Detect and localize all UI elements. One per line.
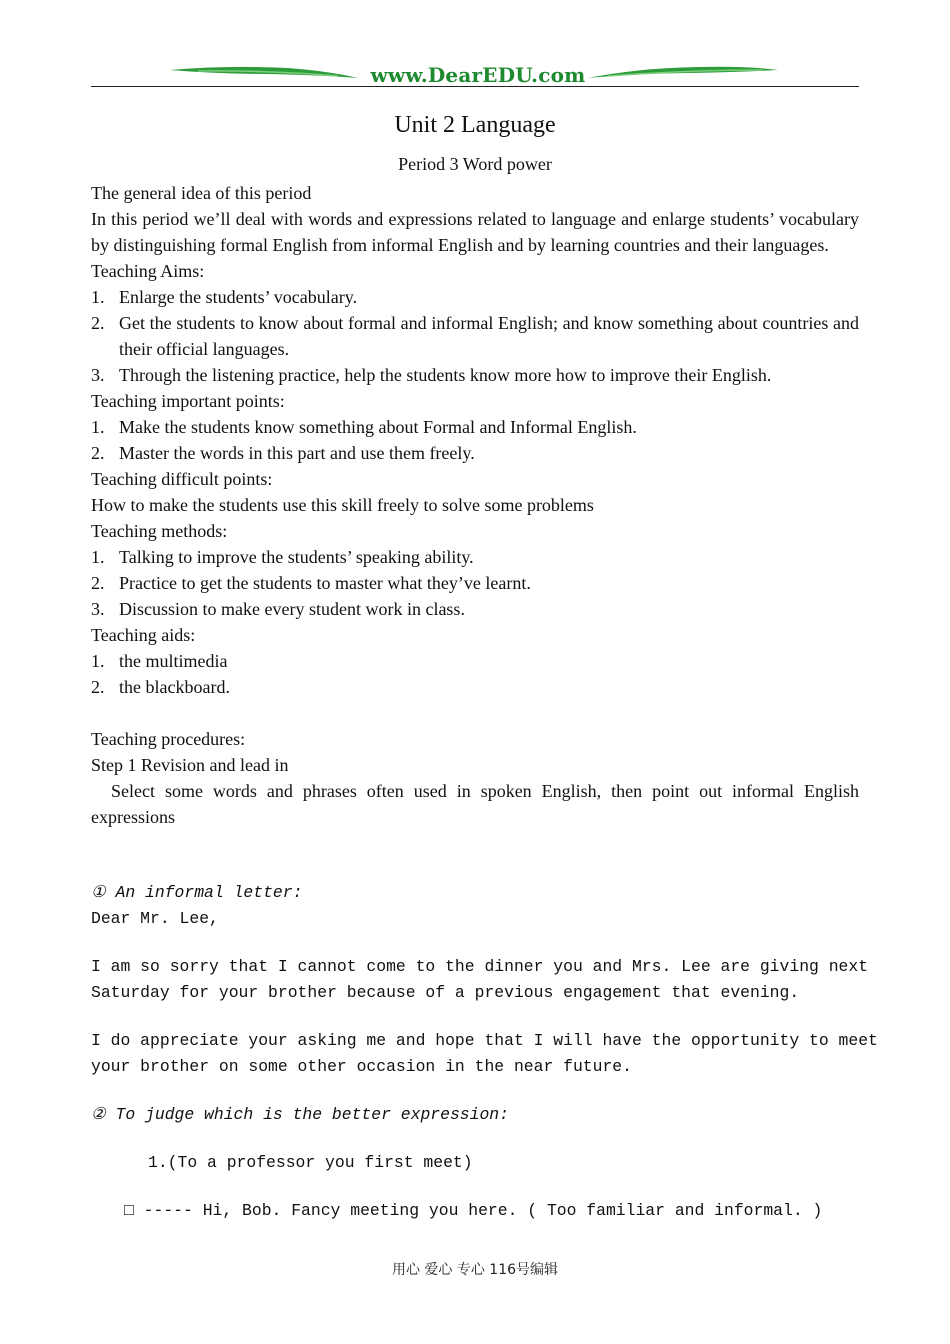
aims-heading: Teaching Aims: (91, 261, 205, 281)
judge-heading: ② To judge which is the better expression: (91, 1105, 509, 1124)
list-item (91, 544, 859, 570)
list-item (91, 284, 859, 310)
list-text: Practice to get the students to master what they’ve learnt. (119, 573, 531, 593)
letter-paragraph-line: I do appreciate your asking me and hope that I will have the opportunity to meet (91, 1031, 878, 1050)
list-number: 2. (91, 443, 105, 463)
list-number: 3. (91, 365, 105, 385)
page-title: Unit 2 Language (394, 112, 556, 138)
list-item (91, 648, 859, 674)
list-item (91, 596, 859, 622)
step1-heading: Step 1 Revision and lead in (91, 755, 289, 775)
aids-heading: Teaching aids: (91, 625, 196, 645)
judge-item: 1.(To a professor you first meet) (148, 1153, 473, 1172)
informal-letter-heading: ① An informal letter: (91, 883, 303, 902)
list-text: Discussion to make every student work in class. (119, 599, 465, 619)
logo-text: www.DearEDU.com (370, 63, 586, 87)
list-number: 2. (91, 677, 105, 697)
letter-section (91, 880, 878, 1224)
letter-paragraph-line: I am so sorry that I cannot come to the dinner you and Mrs. Lee are giving next (91, 957, 869, 976)
methods-heading: Teaching methods: (91, 521, 228, 541)
procedures-heading: Teaching procedures: (91, 729, 246, 749)
list-item (91, 414, 859, 440)
list-number: 3. (91, 599, 105, 619)
site-logo[interactable] (168, 62, 780, 88)
list-number: 1. (91, 651, 105, 671)
page-subtitle: Period 3 Word power (398, 154, 552, 174)
letter-paragraph-line: Saturday for your brother because of a previous engagement that evening. (91, 983, 800, 1002)
list-text: the multimedia (119, 651, 228, 671)
list-number: 1. (91, 547, 105, 567)
difficult-points-text: How to make the students use this skill freely to solve some problems (91, 495, 594, 515)
list-text: Master the words in this part and use them freely. (119, 443, 475, 463)
spacer (91, 1080, 871, 1102)
list-item (91, 674, 859, 700)
list-text: Enlarge the students’ vocabulary. (119, 287, 358, 307)
list-item (91, 570, 859, 596)
list-item (91, 440, 859, 466)
list-number: 1. (91, 287, 105, 307)
list-text: Talking to improve the students’ speaking ability. (119, 547, 474, 567)
document-body (91, 180, 859, 830)
list-item (91, 362, 859, 388)
step1-text: Select some words and phrases often used in spoken English, then point out informal English expressions (91, 781, 859, 827)
list-text: Get the students to know about formal and informal English; and know something about countries and their official languages. (119, 313, 859, 359)
list-number: 2. (91, 573, 105, 593)
list-text: the blackboard. (119, 677, 230, 697)
list-text: Through the listening practice, help the students know more how to improve their English. (119, 365, 772, 385)
general-idea-heading: The general idea of this period (91, 183, 312, 203)
list-number: 1. (91, 417, 105, 437)
list-text: Make the students know something about Formal and Informal English. (119, 417, 637, 437)
general-idea-text: In this period we’ll deal with words and expressions related to language and enlarge students’ vocabulary by distinguishing formal English from informal English and by learning countries and their languages. (91, 209, 859, 255)
spacer (91, 932, 871, 954)
letter-greeting: Dear Mr. Lee, (91, 909, 219, 928)
list-item (91, 310, 859, 362)
spacer (91, 1128, 871, 1150)
difficult-points-heading: Teaching difficult points: (91, 469, 273, 489)
spacer (91, 1176, 871, 1198)
spacer (91, 1006, 871, 1028)
header-divider (91, 86, 859, 87)
judge-option: □ ----- Hi, Bob. Fancy meeting you here. ( Too familiar and informal. ) (124, 1201, 823, 1220)
page-footer: 用心 爱心 专心 116号编辑 (391, 1262, 559, 1278)
list-number: 2. (91, 313, 105, 333)
important-points-heading: Teaching important points: (91, 391, 285, 411)
letter-paragraph-line: your brother on some other occasion in the near future. (91, 1057, 632, 1076)
spacer (91, 700, 859, 726)
